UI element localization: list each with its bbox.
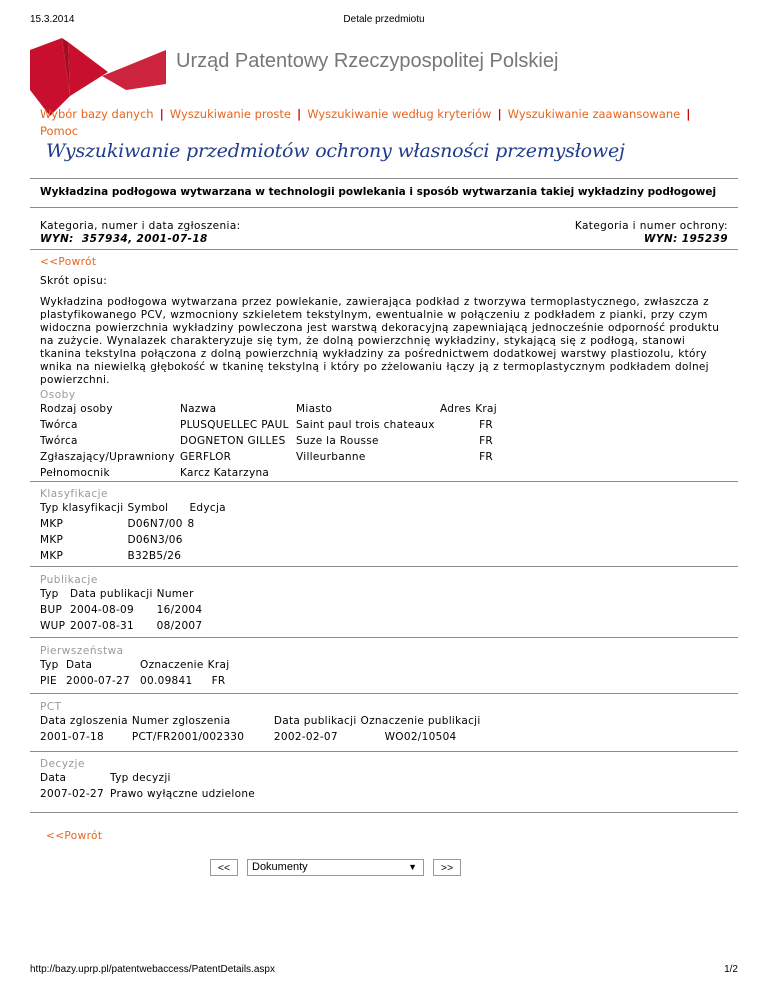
print-header: [30, 14, 738, 28]
table-cell: MKP: [40, 534, 64, 546]
table-cell: 2002-02-07: [273, 731, 338, 743]
nav-advanced-search[interactable]: Wyszukiwanie zaawansowane: [507, 107, 681, 121]
table-cell: PIE: [40, 675, 57, 687]
back-link[interactable]: <<Powrót: [40, 256, 97, 268]
nav-criteria-search[interactable]: Wyszukiwanie według kryteriów: [307, 107, 492, 121]
table-cell: Villeurbanne: [296, 451, 366, 463]
table-header-row: [38, 502, 228, 518]
table-cell: 2000-07-27: [66, 675, 131, 687]
section-title-persons: Osoby: [40, 389, 76, 401]
section-title-decisions: Decyzje: [40, 758, 85, 770]
column-header: Oznaczenie: [140, 659, 204, 671]
priorities-table: [38, 659, 231, 691]
table-cell: FR: [479, 451, 494, 463]
table-header-row: [38, 403, 499, 419]
nav-separator: |: [497, 107, 502, 121]
table-cell: FR: [479, 435, 494, 447]
table-row: [38, 419, 499, 435]
column-header: Data publikacji: [70, 588, 153, 600]
application-value: WYN: 357934, 2001-07-18: [40, 232, 208, 245]
table-row: [38, 675, 231, 691]
table-row: [38, 788, 257, 804]
nav-separator: |: [297, 107, 302, 121]
column-header: Typ klasyfikacji: [40, 502, 124, 514]
back-link-bottom[interactable]: <<Powrót: [46, 830, 103, 842]
table-cell: 2007-02-27: [40, 788, 105, 800]
table-cell: 16/2004: [156, 604, 203, 616]
classifications-table: [38, 502, 228, 566]
application-label: Kategoria, numer i data zgłoszenia:: [40, 220, 241, 232]
application-info: [40, 220, 241, 245]
table-header-row: [38, 659, 231, 675]
divider: [30, 566, 738, 567]
print-footer: [30, 964, 738, 978]
table-cell: D06N7/00: [127, 518, 183, 530]
column-header: Data: [66, 659, 93, 671]
page-title: Wyszukiwanie przedmiotów ochrony własności przemysłowej: [46, 140, 625, 162]
table-cell: MKP: [40, 518, 64, 530]
protection-label: Kategoria i numer ochrony:: [574, 220, 728, 232]
section-title-pct: PCT: [40, 701, 62, 713]
print-title: Detale przedmiotu: [343, 14, 425, 25]
table-cell: [438, 451, 473, 467]
table-cell: PLUSQUELLEC PAUL: [180, 419, 289, 431]
main-nav: [40, 106, 740, 140]
table-cell: 2001-07-18: [40, 731, 105, 743]
nav-separator: |: [159, 107, 164, 121]
table-cell: Pełnomocnik: [40, 467, 110, 479]
protection-info: [575, 220, 728, 245]
table-cell: Zgłaszający/Uprawniony: [40, 451, 175, 463]
table-header-row: [38, 588, 204, 604]
table-cell: 2007-08-31: [70, 620, 135, 632]
column-header: Symbol: [127, 502, 169, 514]
table-cell: WO02/10504: [384, 731, 457, 743]
nav-simple-search[interactable]: Wyszukiwanie proste: [169, 107, 291, 121]
table-row: [38, 435, 499, 451]
column-header: Nazwa: [180, 403, 217, 415]
table-cell: DOGNETON GILLES: [180, 435, 286, 447]
table-row: [38, 604, 204, 620]
table-row: [38, 534, 228, 550]
divider: [30, 637, 738, 638]
table-cell: B32B5/26: [127, 550, 182, 562]
table-cell: Twórca: [40, 419, 78, 431]
table-cell: Prawo wyłączne udzielone: [110, 788, 256, 800]
table-cell: [187, 550, 227, 566]
decisions-table: [38, 772, 257, 804]
nav-select-database[interactable]: Wybór bazy danych: [40, 107, 154, 121]
divider: [30, 812, 738, 813]
table-cell: Suze la Rousse: [296, 435, 379, 447]
item-title: Wykładzina podłogowa wytwarzana w technologii powlekania i sposób wytwarzania takiej wykładziny podłogowej: [40, 186, 717, 198]
nav-separator: |: [686, 107, 691, 121]
table-cell: PCT/FR2001/002330: [131, 731, 245, 743]
table-cell: 00.09841: [140, 675, 193, 687]
table-cell: 08/2007: [156, 620, 203, 632]
column-header: Adres: [440, 403, 472, 415]
column-header: Data publikacji: [273, 715, 357, 727]
abstract-label: Skrót opisu:: [40, 275, 108, 287]
column-header: Edycja: [189, 502, 226, 514]
persons-table: [38, 403, 499, 483]
column-header: Typ decyzji: [110, 772, 171, 784]
table-row: [38, 620, 204, 636]
column-header: Typ: [40, 588, 59, 600]
column-header: Data: [40, 772, 67, 784]
table-cell: Twórca: [40, 435, 78, 447]
print-date: 15.3.2014: [30, 14, 75, 25]
table-cell: 8: [187, 518, 195, 530]
column-header: Rodzaj osoby: [40, 403, 113, 415]
section-title-priorities: Pierwszeństwa: [40, 645, 124, 657]
table-cell: [438, 435, 473, 451]
documents-select-value: Dokumenty: [252, 861, 308, 873]
section-title-publications: Publikacje: [40, 574, 98, 586]
print-url: http://bazy.uprp.pl/patentwebaccess/PatentDetails.aspx: [30, 964, 275, 975]
table-cell: [438, 419, 473, 435]
table-cell: [187, 534, 227, 550]
table-header-row: [38, 715, 483, 731]
column-header: Kraj: [207, 659, 230, 671]
column-header: Numer: [156, 588, 194, 600]
next-document-button[interactable]: >>: [433, 859, 461, 876]
column-header: Kraj: [475, 403, 497, 415]
table-row: [38, 518, 228, 534]
divider: [30, 207, 738, 208]
column-header: Miasto: [296, 403, 333, 415]
column-header: Oznaczenie publikacji: [360, 715, 481, 727]
nav-help[interactable]: Pomoc: [40, 124, 79, 138]
table-row: [38, 731, 483, 747]
divider: [30, 751, 738, 752]
table-cell: 2004-08-09: [70, 604, 135, 616]
publications-table: [38, 588, 204, 636]
table-cell: FR: [479, 419, 494, 431]
column-header: Numer zgloszenia: [131, 715, 231, 727]
table-cell: D06N3/06: [127, 534, 183, 546]
brand-name: Urząd Patentowy Rzeczypospolitej Polskiej: [176, 50, 559, 72]
column-header: Typ: [40, 659, 59, 671]
pct-table: [38, 715, 483, 747]
divider: [30, 481, 738, 482]
table-row: [38, 550, 228, 566]
table-cell: GERFLOR: [180, 451, 232, 463]
divider: [30, 693, 738, 694]
table-cell: MKP: [40, 550, 64, 562]
protection-value: WYN: 195239: [643, 232, 728, 245]
table-cell: Karcz Katarzyna: [180, 467, 270, 479]
table-header-row: [38, 772, 257, 788]
divider: [30, 249, 738, 250]
table-cell: WUP: [40, 620, 66, 632]
column-header: Data zgloszenia: [40, 715, 128, 727]
previous-document-button[interactable]: <<: [210, 859, 238, 876]
table-cell: BUP: [40, 604, 63, 616]
documents-select[interactable]: [247, 859, 424, 876]
dropdown-arrow-icon: ▼: [408, 862, 417, 872]
table-cell: FR: [211, 675, 226, 687]
abstract-text: Wykładzina podłogowa wytwarzana przez powlekanie, zawierająca podkład z tworzywa termoplastycznego, zwłaszcza z plastyfikowanego PCV, wzmocniony szkieletem tekstylnym, ewentualnie w połączeniu z podkładem z pianki, przy czym widoczna powierzchnia wykładziny powleczona jest warstwą dekoracyjną zapewniającą jednocześnie odporność produktu na zużycie. Wynalazek charakteryzuje się tym, że dolną powierzchnię wykładziny, stykającą się z podłogą, stanowi tkanina tekstylna połączona z dolną powierzchnią wykładziny za pośrednictwem dodatkowej warstwy plastiozolu, który wnika na niewielką głębokość w tkaninę tekstylną i który po zżelowaniu łączy ją z termoplastycznym podkładem dolnej powierzchni.: [40, 296, 720, 386]
print-page-number: 1/2: [724, 964, 738, 975]
table-row: [38, 451, 499, 467]
table-cell: Saint paul trois chateaux: [296, 419, 435, 431]
section-title-classifications: Klasyfikacje: [40, 488, 109, 500]
divider: [30, 178, 738, 179]
